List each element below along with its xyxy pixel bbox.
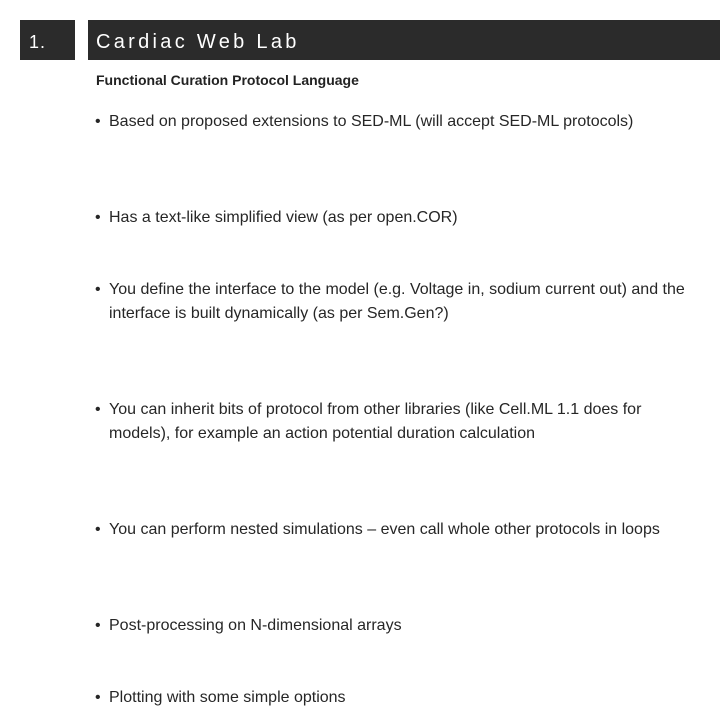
- bullet-list: [95, 110, 695, 706]
- bullet-text: You define the interface to the model (e.g. Voltage in, sodium current out) and the interface is built dynamically (as per Sem.Gen?): [109, 281, 685, 322]
- bullet-dot: •: [95, 617, 101, 634]
- bullet-item: [95, 686, 695, 710]
- bullet-text: Post-processing on N-dimensional arrays: [109, 617, 402, 634]
- section-subtitle: Functional Curation Protocol Language: [96, 72, 359, 88]
- bullet-dot: •: [95, 689, 101, 706]
- bullet-text: Plotting with some simple options: [109, 689, 346, 706]
- bullet-text: You can inherit bits of protocol from other libraries (like Cell.ML 1.1 does for models), for example an action potential duration calculation: [109, 401, 642, 442]
- bullet-item: [95, 614, 695, 638]
- bullet-text: You can perform nested simulations – even call whole other protocols in loops: [109, 521, 660, 538]
- bullet-item: [95, 518, 695, 542]
- bullet-item: [95, 278, 695, 326]
- slide-title: Cardiac Web Lab: [88, 20, 720, 60]
- bullet-item: [95, 110, 695, 134]
- bullet-dot: •: [95, 521, 101, 538]
- bullet-dot: •: [95, 113, 101, 130]
- slide-number: 1.: [20, 20, 75, 60]
- bullet-dot: •: [95, 209, 101, 226]
- bullet-dot: •: [95, 281, 101, 298]
- bullet-item: [95, 206, 695, 230]
- bullet-item: [95, 398, 695, 446]
- bullet-dot: •: [95, 401, 101, 418]
- bullet-text: Based on proposed extensions to SED-ML (will accept SED-ML protocols): [109, 113, 634, 130]
- bullet-text: Has a text-like simplified view (as per open.COR): [109, 209, 458, 226]
